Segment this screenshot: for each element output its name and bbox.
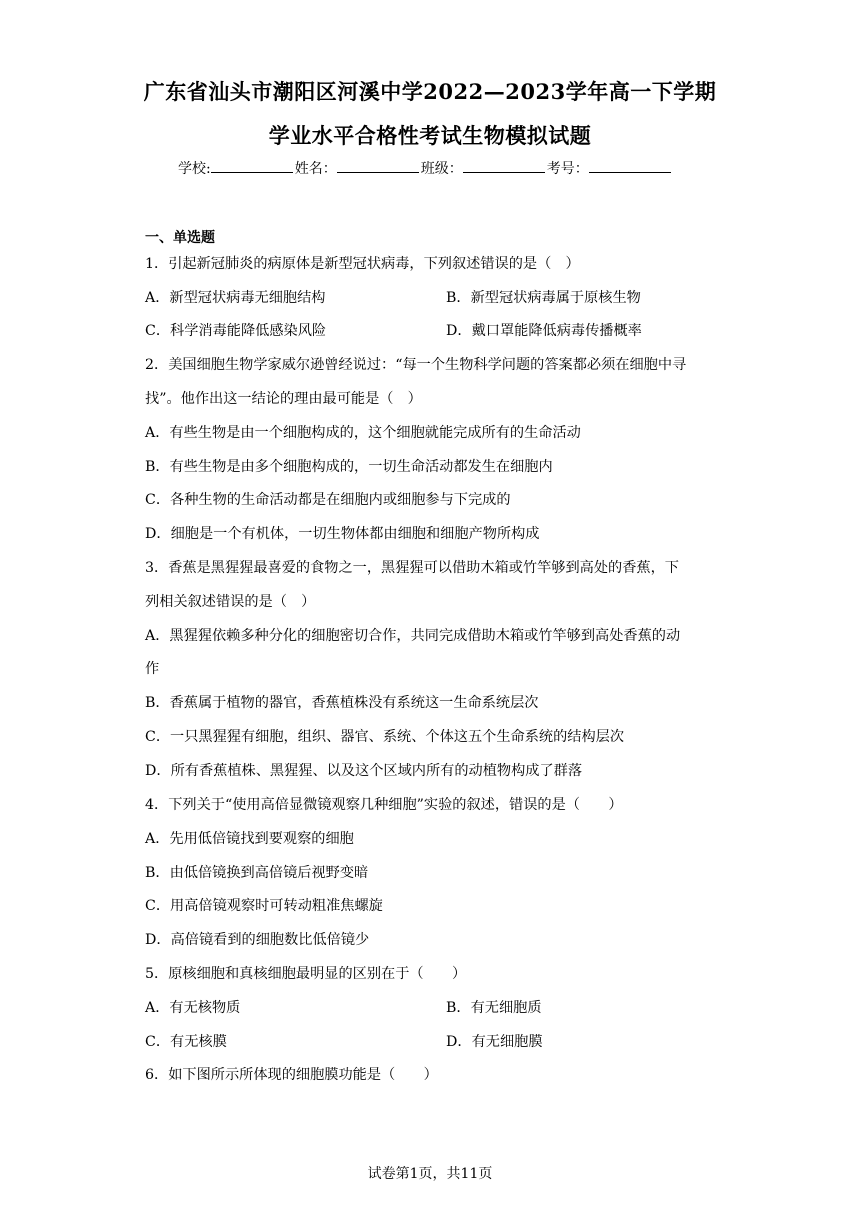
exam-title-line2: 学业水平合格性考试生物模拟试题 (268, 123, 592, 148)
question-1-stem: 1．引起新冠肺炎的病原体是新型冠状病毒，下列叙述错误的是（ ） (145, 256, 580, 272)
question-5-option-b: B．有无细胞质 (446, 1000, 542, 1016)
question-1-option-d: D．戴口罩能降低病毒传播概率 (446, 323, 642, 339)
question-2-stem-line2: 找”。他作出这一结论的理由最可能是（ ） (145, 391, 422, 407)
question-3-stem-line2: 列相关叙述错误的是（ ） (145, 594, 316, 610)
question-3-option-c: C．一只黑猩猩有细胞，组织、器官、系统、个体这五个生命系统的结构层次 (145, 729, 625, 745)
question-3-option-a-line2: 作 (145, 661, 160, 677)
question-3-option-b: B．香蕉属于植物的器官，香蕉植株没有系统这一生命系统层次 (145, 695, 539, 711)
question-2-option-c: C．各种生物的生命活动都是在细胞内或细胞参与下完成的 (145, 492, 511, 508)
question-6-stem: 6．如下图所示所体现的细胞膜功能是（ ） (145, 1067, 438, 1083)
section-title: 一、单选题 (145, 230, 215, 246)
question-3-option-a-line1: A．黑猩猩依赖多种分化的细胞密切合作，共同完成借助木箱或竹竿够到高处香蕉的动 (145, 628, 681, 644)
class-label: 班级： (420, 161, 463, 177)
student-info-line (178, 158, 673, 178)
question-4-option-a: A．先用低倍镜找到要观察的细胞 (145, 831, 354, 847)
question-4-option-d: D．高倍镜看到的细胞数比低倍镜少 (145, 932, 370, 948)
question-1-option-a: A．新型冠状病毒无细胞结构 (145, 290, 326, 306)
exam-no-label: 考号： (546, 161, 589, 177)
question-5-option-d: D．有无细胞膜 (446, 1034, 543, 1050)
question-4-option-b: B．由低倍镜换到高倍镜后视野变暗 (145, 865, 369, 881)
name-label: 姓名： (294, 161, 337, 177)
question-2-option-d: D．细胞是一个有机体，一切生物体都由细胞和细胞产物所构成 (145, 526, 540, 542)
question-2-stem-line1: 2．美国细胞生物学家威尔逊曾经说过：“每一个生物科学问题的答案都必须在细胞中寻 (145, 357, 687, 373)
name-blank (337, 160, 419, 173)
question-3-option-d: D．所有香蕉植株、黑猩猩、以及这个区域内所有的动植物构成了群落 (145, 763, 583, 779)
class-blank (463, 160, 545, 173)
question-2-option-b: B．有些生物是由多个细胞构成的，一切生命活动都发生在细胞内 (145, 459, 553, 475)
school-blank (211, 160, 293, 173)
exam-no-blank (589, 160, 671, 173)
question-2-option-a: A．有些生物是由一个细胞构成的，这个细胞就能完成所有的生命活动 (145, 425, 581, 441)
school-label: 学校: (178, 161, 211, 177)
question-1-option-c: C．科学消毒能降低感染风险 (145, 323, 327, 339)
question-3-stem-line1: 3．香蕉是黑猩猩最喜爱的食物之一，黑猩猩可以借助木箱或竹竿够到高处的香蕉，下 (145, 560, 679, 576)
question-1-option-b: B．新型冠状病毒属于原核生物 (446, 290, 641, 306)
question-5-option-c: C．有无核膜 (145, 1034, 227, 1050)
page-footer: 试卷第1页，共11页 (367, 1166, 493, 1182)
question-4-stem: 4．下列关于“使用高倍显微镜观察几种细胞”实验的叙述，错误的是（ ） (145, 797, 623, 813)
question-5-option-a: A．有无核物质 (145, 1000, 241, 1016)
exam-title-line1: 广东省汕头市潮阳区河溪中学2022—2023学年高一下学期 (143, 79, 717, 104)
question-5-stem: 5．原核细胞和真核细胞最明显的区别在于（ ） (145, 966, 467, 982)
question-4-option-c: C．用高倍镜观察时可转动粗准焦螺旋 (145, 898, 383, 914)
